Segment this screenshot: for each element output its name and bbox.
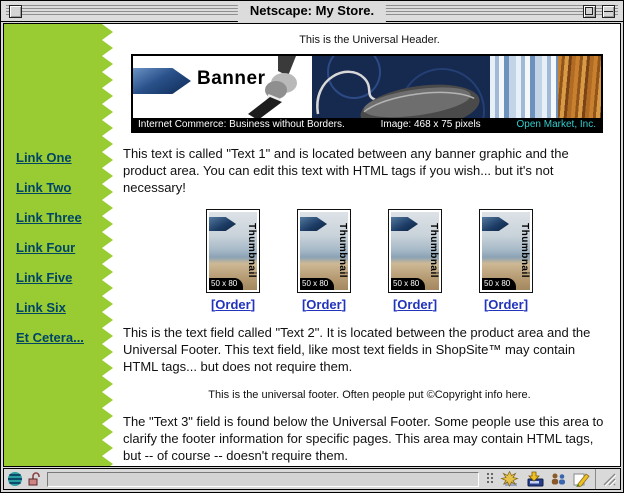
collapse-box-icon[interactable] bbox=[602, 5, 615, 18]
close-box-icon[interactable] bbox=[9, 5, 22, 18]
text3-paragraph: The "Text 3" field is found below the Universal Footer. Some people use this area to clarify the footer information for specific pages. This area may contain HTML tags, but -- of course -- doesn't require them. bbox=[123, 414, 604, 463]
mailbox-icon[interactable] bbox=[524, 471, 544, 487]
order-link[interactable] bbox=[302, 297, 346, 312]
product-row bbox=[123, 209, 616, 312]
product-cell bbox=[386, 209, 444, 312]
order-label: Order bbox=[488, 297, 524, 312]
product-thumbnail[interactable] bbox=[388, 209, 442, 293]
thumbnail-arrow-icon bbox=[300, 217, 327, 231]
thumbnail-image bbox=[482, 212, 530, 290]
resize-grip-icon[interactable] bbox=[601, 471, 617, 487]
product-thumbnail[interactable] bbox=[479, 209, 533, 293]
component-drag-handle-icon[interactable] bbox=[486, 472, 495, 486]
product-cell bbox=[204, 209, 262, 312]
status-message-field bbox=[47, 472, 479, 487]
order-link[interactable] bbox=[484, 297, 528, 312]
banner-caption-center: Image: 468 x 75 pixels bbox=[380, 119, 481, 130]
order-label: Order bbox=[397, 297, 433, 312]
netscape-progress-icon bbox=[7, 471, 23, 487]
discussions-icon[interactable] bbox=[549, 471, 567, 487]
order-link[interactable] bbox=[211, 297, 255, 312]
order-bracket-close: ] bbox=[432, 297, 438, 312]
universal-footer-text: This is the universal footer. Often people put ©Copyright info here. bbox=[208, 389, 531, 401]
window-title: Netscape: My Store. bbox=[238, 1, 386, 22]
banner-caption-right: Open Market, Inc. bbox=[516, 119, 596, 130]
sidebar-link-three[interactable]: Link Three bbox=[16, 210, 82, 225]
zoom-box-icon[interactable] bbox=[583, 5, 596, 18]
thumbnail-size-label: 50 x 80 bbox=[391, 278, 425, 290]
composer-icon[interactable] bbox=[572, 471, 590, 487]
thumbnail-size-label: 50 x 80 bbox=[482, 278, 516, 290]
sidebar bbox=[4, 24, 102, 466]
thumbnail-size-label: 50 x 80 bbox=[209, 278, 243, 290]
main-area bbox=[115, 24, 620, 466]
thumbnail-vertical-label: Thumbnail bbox=[428, 223, 439, 279]
thumbnail-arrow-icon bbox=[482, 217, 509, 231]
status-bar bbox=[3, 468, 621, 490]
sidebar-link-six[interactable]: Link Six bbox=[16, 300, 66, 315]
product-thumbnail[interactable] bbox=[297, 209, 351, 293]
thumbnail-vertical-label: Thumbnail bbox=[246, 223, 257, 279]
resize-grip-container bbox=[595, 469, 617, 489]
text1-paragraph: This text is called "Text 1" and is located between any banner graphic and the product area. You can edit this text with HTML tags if you wish... but it's not necessary! bbox=[123, 146, 569, 195]
order-bracket-close: ] bbox=[250, 297, 256, 312]
thumbnail-image bbox=[300, 212, 348, 290]
order-label: Order bbox=[215, 297, 251, 312]
page-content bbox=[3, 23, 621, 467]
banner-arrow-icon bbox=[133, 68, 191, 94]
order-link[interactable] bbox=[393, 297, 437, 312]
product-cell bbox=[295, 209, 353, 312]
sidebar-link-one[interactable]: Link One bbox=[16, 150, 72, 165]
component-bar bbox=[486, 471, 590, 487]
text2-paragraph: This is the text field called "Text 2". It is located between the product area and the Universal Footer. This text field, like most text fields in ShopSite™ may contain HTML tags... but does not require them. bbox=[123, 325, 591, 374]
order-bracket-open: [ bbox=[483, 297, 489, 312]
sidebar-link-two[interactable]: Link Two bbox=[16, 180, 72, 195]
thumbnail-arrow-icon bbox=[209, 217, 236, 231]
order-label: Order bbox=[306, 297, 342, 312]
sidebar-link-four[interactable]: Link Four bbox=[16, 240, 76, 255]
thumbnail-size-label: 50 x 80 bbox=[300, 278, 334, 290]
security-unlocked-icon[interactable] bbox=[26, 471, 42, 487]
handshake-image bbox=[240, 56, 312, 120]
banner-caption-left: Internet Commerce: Business without Borders. bbox=[138, 119, 345, 130]
sidebar-link-etcetera[interactable]: Et Cetera... bbox=[16, 330, 84, 345]
banner-label: Banner bbox=[197, 68, 266, 89]
order-bracket-open: [ bbox=[392, 297, 398, 312]
order-bracket-open: [ bbox=[210, 297, 216, 312]
product-thumbnail[interactable] bbox=[206, 209, 260, 293]
title-bar[interactable] bbox=[1, 1, 623, 22]
thumbnail-image bbox=[391, 212, 439, 290]
statusbar-left-icons bbox=[7, 471, 42, 487]
banner-caption-bar bbox=[133, 118, 601, 131]
order-bracket-close: ] bbox=[341, 297, 347, 312]
sidebar-link-five[interactable]: Link Five bbox=[16, 270, 73, 285]
thumbnail-vertical-label: Thumbnail bbox=[337, 223, 348, 279]
sidebar-nav bbox=[4, 150, 102, 360]
product-cell bbox=[477, 209, 535, 312]
order-bracket-open: [ bbox=[301, 297, 307, 312]
order-bracket-close: ] bbox=[523, 297, 529, 312]
sidebar-zigzag-edge bbox=[102, 24, 115, 466]
thumbnail-arrow-icon bbox=[391, 217, 418, 231]
universal-header-text: This is the Universal Header. bbox=[299, 34, 440, 46]
banner-image bbox=[131, 54, 603, 133]
navigator-icon[interactable] bbox=[500, 471, 519, 487]
thumbnail-vertical-label: Thumbnail bbox=[519, 223, 530, 279]
thumbnail-image bbox=[209, 212, 257, 290]
